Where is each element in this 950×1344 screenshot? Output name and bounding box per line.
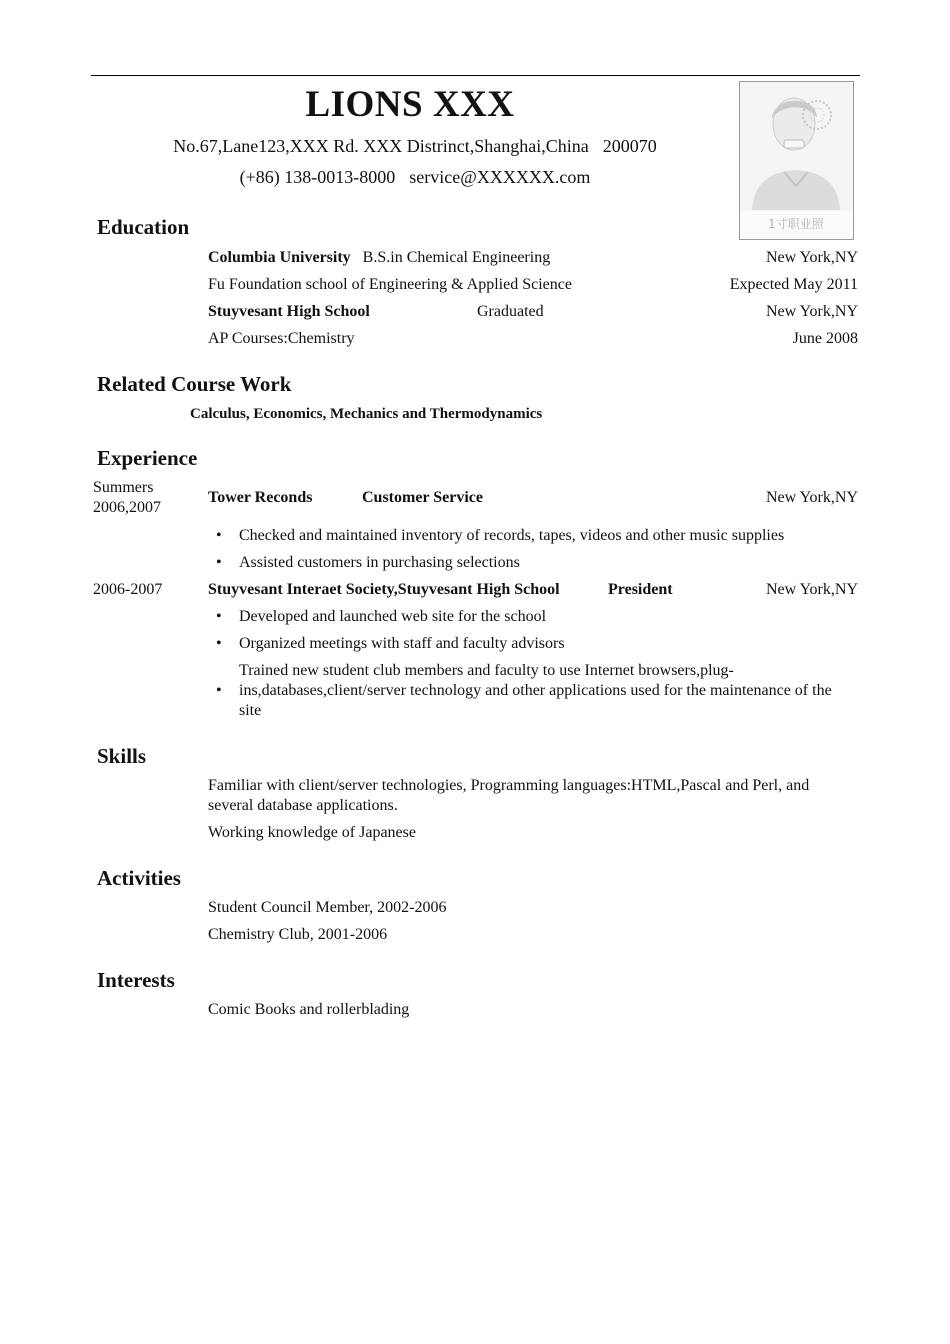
coursework-list: Calculus, Economics, Mechanics and Thermodynamics <box>190 406 543 422</box>
degree: B.S.in Chemical Engineering <box>362 249 551 266</box>
location-stuyvesant: New York,NY <box>765 303 858 320</box>
activity-2: Chemistry Club, 2001-2006 <box>208 926 388 943</box>
section-title-education: Education <box>97 215 190 239</box>
bullet-marker: • <box>216 608 222 625</box>
activity-1: Student Council Member, 2002-2006 <box>208 899 447 916</box>
expected-date: Expected May 2011 <box>729 276 858 293</box>
education-row-1 <box>208 248 550 268</box>
bullet-marker: • <box>216 527 222 544</box>
profile-photo <box>739 81 854 240</box>
candidate-name: LIONS XXX <box>305 84 515 125</box>
job1-location: New York,NY <box>765 489 858 506</box>
section-title-skills: Skills <box>97 744 147 768</box>
bullet-marker: • <box>216 554 222 571</box>
job2-bullet-3: Trained new student club members and faculty to use Internet browsers,plug-ins,databases,client/server technology and other applications used for the maintenance of the site <box>239 662 832 719</box>
graduation-status: Graduated <box>477 303 544 320</box>
job1-date-line2: 2006,2007 <box>93 499 161 516</box>
interests-line: Comic Books and rollerblading <box>208 1001 410 1018</box>
bullet-marker: • <box>216 682 222 699</box>
job2-bullet-2: Organized meetings with staff and faculty advisors <box>239 635 565 652</box>
header-rule <box>91 75 860 76</box>
section-title-coursework: Related Course Work <box>97 372 292 396</box>
job2-date: 2006-2007 <box>93 581 163 598</box>
ap-courses: AP Courses:Chemistry <box>208 330 355 347</box>
job1-organization: Tower Reconds <box>208 489 313 506</box>
address-line <box>110 135 720 157</box>
section-title-activities: Activities <box>97 866 181 890</box>
job1-role: Customer Service <box>362 489 483 506</box>
email: service@XXXXXX.com <box>409 167 591 187</box>
skills-line-2: Working knowledge of Japanese <box>208 824 416 841</box>
person-silhouette-icon <box>740 82 853 239</box>
contact-line <box>110 166 720 188</box>
job1-bullet-2: Assisted customers in purchasing selections <box>239 554 520 571</box>
job1-bullet-1: Checked and maintained inventory of records, tapes, videos and other music supplies <box>239 527 785 544</box>
school-name-columbia: Columbia University <box>208 249 351 266</box>
job2-role: President <box>608 581 673 598</box>
job2-bullet-1: Developed and launched web site for the school <box>239 608 547 625</box>
photo-caption: 1寸职业照 <box>768 217 824 231</box>
bullet-marker: • <box>216 635 222 652</box>
phone: (+86) 138-0013-8000 <box>239 167 396 187</box>
skills-line-1: Familiar with client/server technologies, Programming languages:HTML,Pascal and Perl, and several database applications. <box>208 777 810 814</box>
address: No.67,Lane123,XXX Rd. XXX Distrinct,Shanghai,China <box>173 136 589 156</box>
job2-organization: Stuyvesant Interaet Society,Stuyvesant High School <box>208 581 560 598</box>
postcode: 200070 <box>602 136 657 156</box>
school-subtitle: Fu Foundation school of Engineering & Applied Science <box>208 276 572 293</box>
job2-location: New York,NY <box>765 581 858 598</box>
job1-date-line1: Summers <box>93 479 154 496</box>
location-columbia: New York,NY <box>765 249 858 266</box>
section-title-interests: Interests <box>97 968 175 992</box>
graduation-date: June 2008 <box>792 330 858 347</box>
school-name-stuyvesant: Stuyvesant High School <box>208 303 370 320</box>
section-title-experience: Experience <box>97 446 198 470</box>
